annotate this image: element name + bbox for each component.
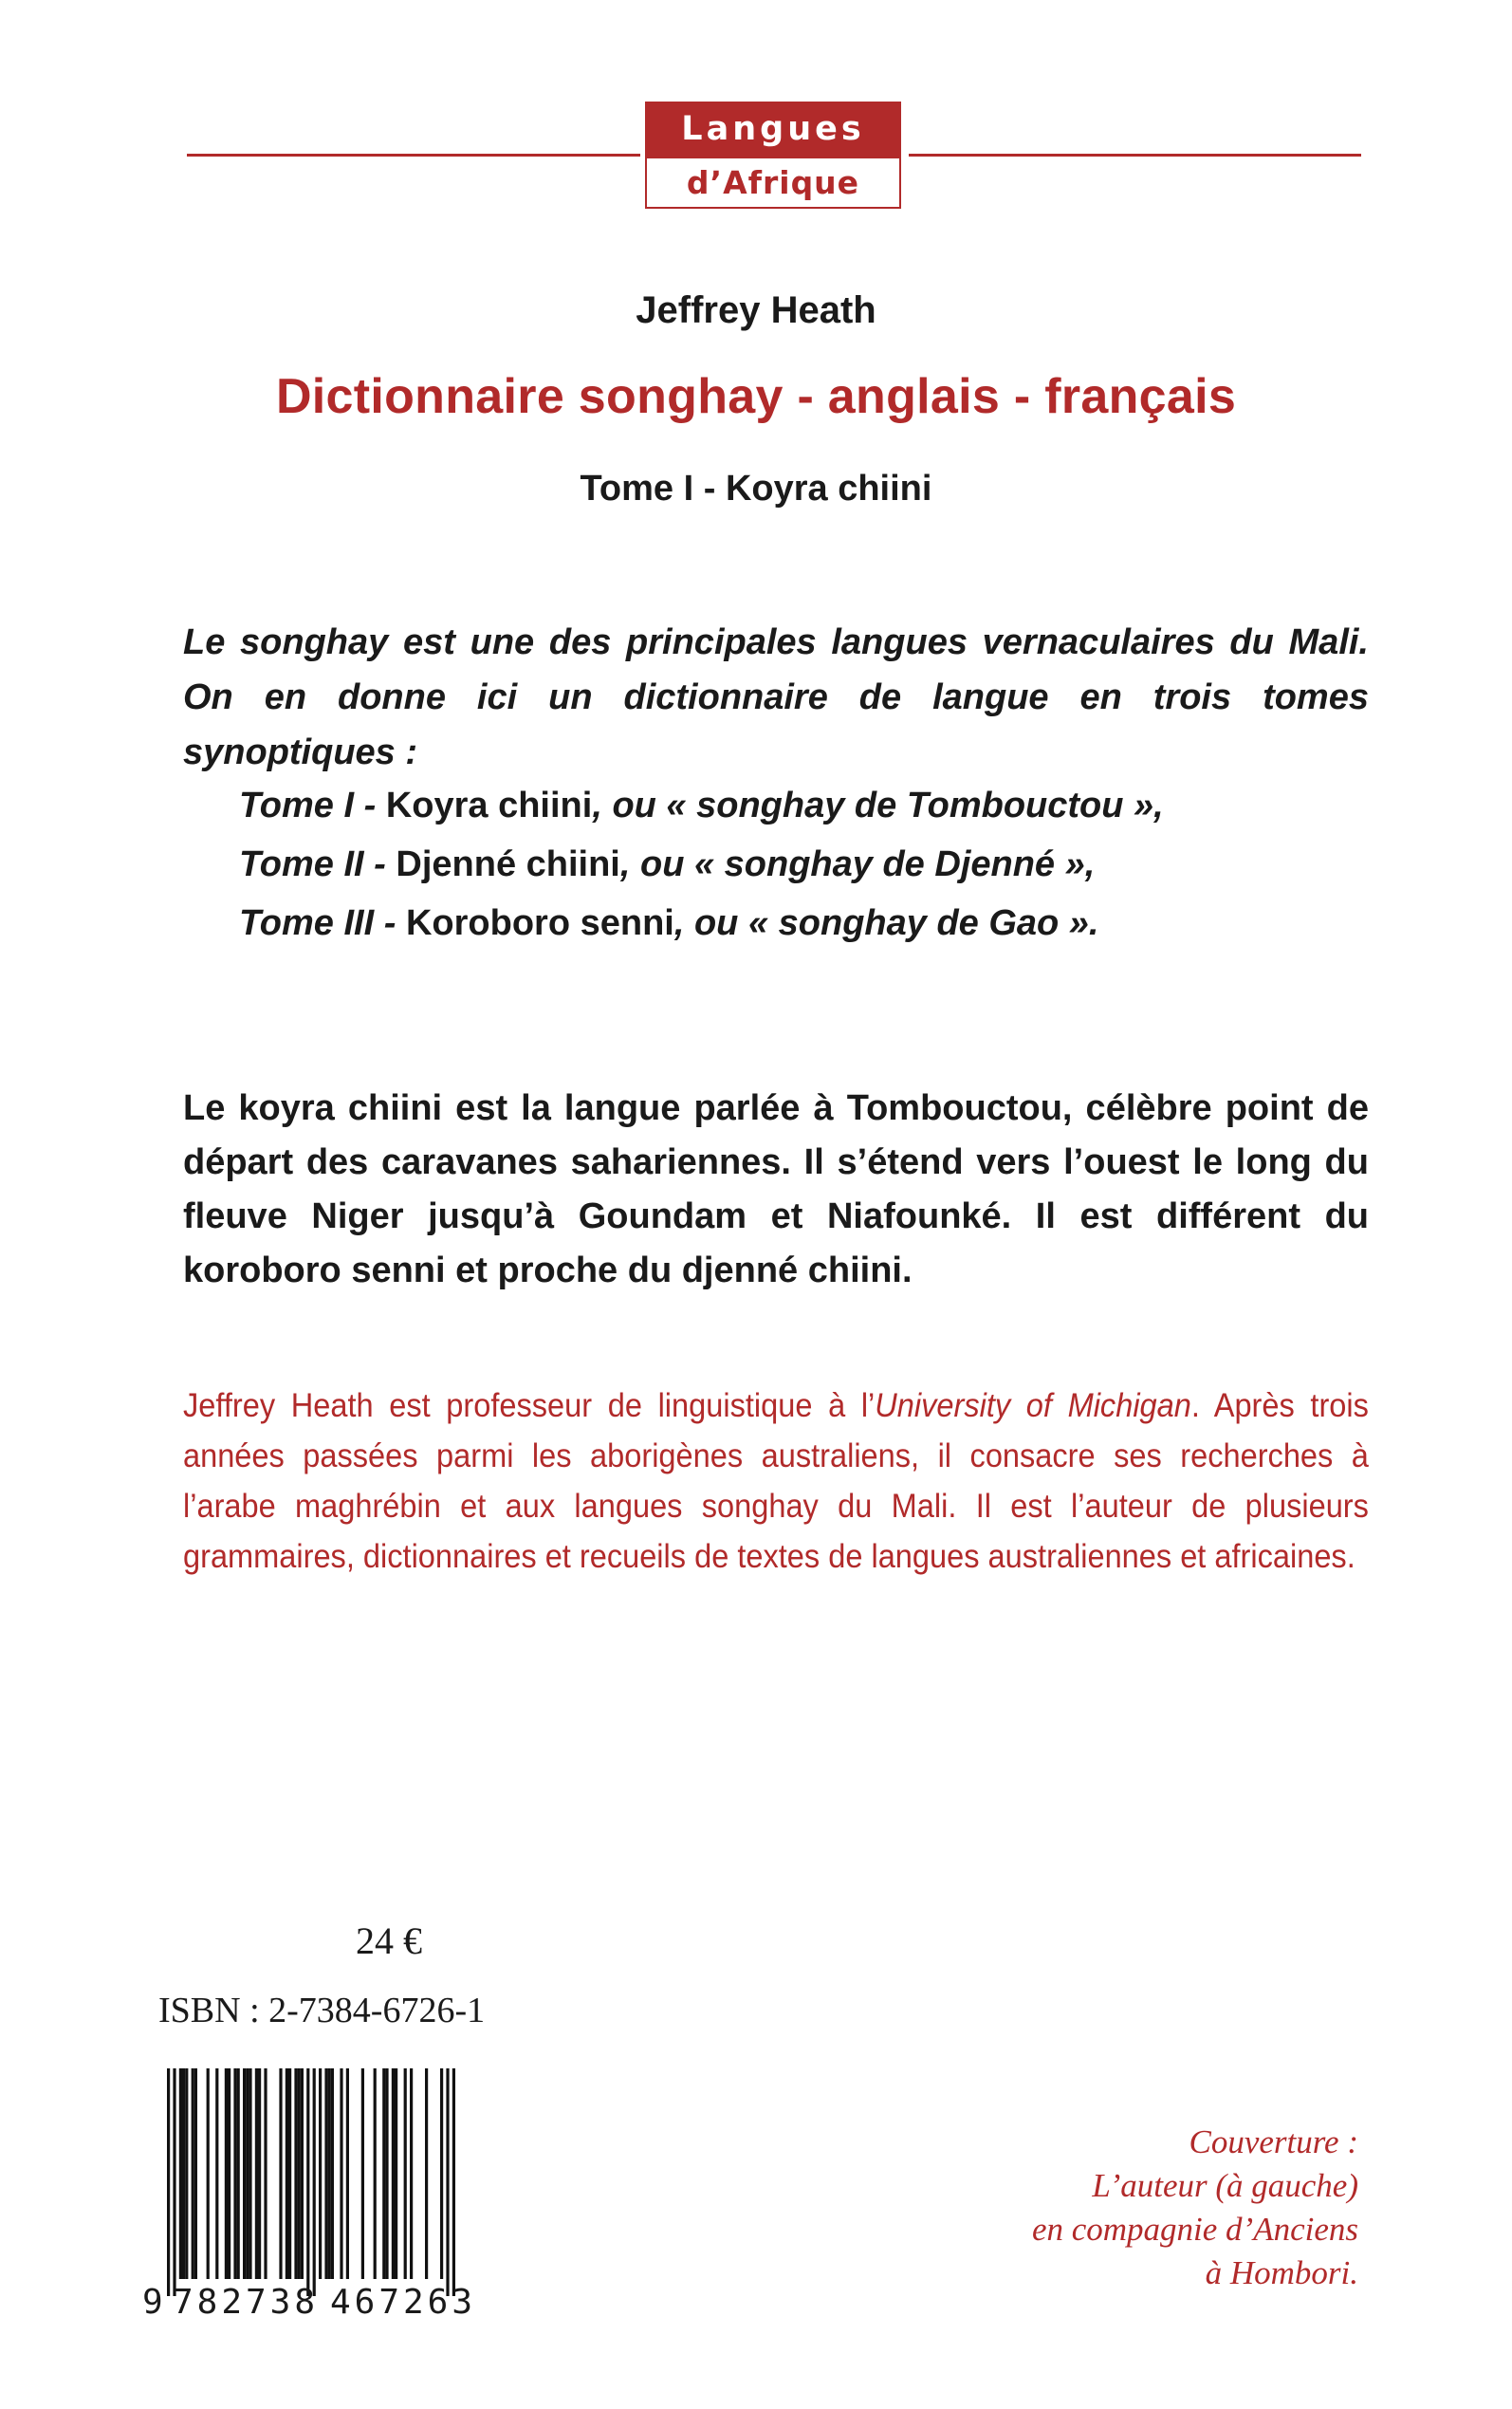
barcode-bar xyxy=(385,2068,388,2279)
barcode-bars xyxy=(167,2068,455,2296)
barcode-bar xyxy=(425,2068,428,2279)
barcode-bar xyxy=(298,2068,301,2279)
barcode-bar xyxy=(319,2068,322,2279)
barcode-bar xyxy=(264,2068,267,2279)
tome-label: Tome II - xyxy=(239,844,386,884)
bio-institution: University of Michigan xyxy=(875,1387,1191,1424)
tome-label: Tome I - xyxy=(239,786,377,825)
barcode-bar xyxy=(215,2068,218,2279)
barcode-bar xyxy=(279,2068,282,2279)
barcode-bar xyxy=(237,2068,240,2279)
barcode-bar xyxy=(361,2068,364,2279)
tome-item xyxy=(239,835,1330,894)
barcode-bar xyxy=(294,2068,297,2279)
price-label: 24 € xyxy=(356,1919,422,1962)
volume-title: Tome I - Koyra chiini xyxy=(580,469,932,509)
barcode-bar xyxy=(228,2068,230,2279)
barcode-bar xyxy=(395,2068,397,2279)
tomes-list xyxy=(239,776,1330,953)
barcode-bar xyxy=(286,2068,288,2279)
barcode-bar xyxy=(225,2068,228,2279)
barcode-bar xyxy=(328,2068,331,2279)
caption-line: Couverture : xyxy=(1189,2123,1358,2160)
barcode-bar xyxy=(179,2068,182,2279)
barcode-bar xyxy=(207,2068,210,2279)
barcode-bar xyxy=(192,2068,194,2279)
description-text: Le koyra chiini est la langue parlée à Tombouctou, célèbre point de départ des caravanes sahariennes. Il s’étend vers l’ouest le long du fleuve Niger jusqu’à Goundam et Niafounké. Il est différent du koroboro senni et proche du djenné chiini. xyxy=(183,1088,1369,1290)
barcode-bar xyxy=(258,2068,261,2279)
barcode-guard-bar xyxy=(313,2068,316,2296)
barcode-bar xyxy=(346,2068,349,2279)
barcode-bar xyxy=(233,2068,236,2279)
barcode-bar xyxy=(374,2068,377,2279)
barcode-bar xyxy=(404,2068,407,2279)
barcode-right-digits: 467263 xyxy=(330,2283,472,2320)
tome-gloss: , ou « songhay de Tombouctou », xyxy=(592,786,1164,825)
caption-line: à Hombori. xyxy=(1205,2254,1358,2291)
tome-language: Koroboro senni xyxy=(396,903,674,943)
barcode-bar xyxy=(301,2068,304,2279)
barcode-guard-bar xyxy=(167,2068,170,2296)
bio-text-end: . Après trois années passées parmi les aborigènes australiens, il consacre ses recherches à l’arabe maghrébin et aux langues songhay du Mali. Il est l’auteur de plusieurs grammaires, dictionnaires et recueils de textes de langues australiennes et africaines. xyxy=(183,1387,1369,1575)
tome-language: Koyra chiini xyxy=(376,786,593,825)
tome-item xyxy=(239,894,1330,953)
tome-label: Tome III - xyxy=(239,903,396,943)
barcode-bar xyxy=(382,2068,385,2279)
series-logo-line1: Langues xyxy=(645,102,901,157)
isbn-label: ISBN : 2-7384-6726-1 xyxy=(158,1991,486,2030)
author-bio xyxy=(183,1381,1369,1582)
barcode-bar xyxy=(185,2068,188,2279)
tome-language: Djenné chiini xyxy=(385,844,620,884)
barcode-first-digit: 9 xyxy=(142,2283,163,2320)
header-rule-right xyxy=(909,154,1361,157)
book-title: Dictionnaire songhay - anglais - français xyxy=(275,369,1237,424)
tome-item xyxy=(239,776,1330,835)
barcode-bar xyxy=(182,2068,185,2279)
barcode-bar xyxy=(440,2068,443,2279)
series-logo xyxy=(645,102,901,209)
header-rule-left xyxy=(187,154,640,157)
barcode-guard-bar xyxy=(446,2068,449,2296)
bio-text-start: Jeffrey Heath est professeur de linguistique à l’ xyxy=(183,1387,876,1424)
barcode-left-digits: 782738 xyxy=(173,2283,315,2320)
barcode-bar xyxy=(331,2068,334,2279)
barcode-bar xyxy=(340,2068,342,2279)
tome-gloss: , ou « songhay de Djenné », xyxy=(619,844,1096,884)
intro-paragraph xyxy=(183,615,1369,780)
barcode xyxy=(140,2068,510,2320)
barcode-guard-bar xyxy=(306,2068,309,2296)
barcode-bar xyxy=(392,2068,395,2279)
barcode-bar xyxy=(243,2068,246,2279)
barcode-bar xyxy=(324,2068,327,2279)
intro-text: Le songhay est une des principales langues vernaculaires du Mali. On en donne ici un dictionnaire de langue en trois tomes synoptiques : xyxy=(183,622,1369,772)
tome-gloss: , ou « songhay de Gao ». xyxy=(673,903,1099,943)
cover-caption xyxy=(949,2121,1358,2295)
author-name: Jeffrey Heath xyxy=(636,289,876,331)
series-logo-line2: d’Afrique xyxy=(645,157,901,209)
barcode-guard-bar xyxy=(452,2068,455,2296)
barcode-bar xyxy=(194,2068,197,2279)
barcode-guard-bar xyxy=(173,2068,175,2296)
barcode-bar xyxy=(246,2068,249,2279)
barcode-bar xyxy=(249,2068,251,2279)
barcode-bar xyxy=(288,2068,291,2279)
barcode-bar xyxy=(255,2068,258,2279)
caption-line: en compagnie d’Anciens xyxy=(1031,2211,1358,2248)
barcode-bar xyxy=(410,2068,413,2279)
description-paragraph xyxy=(183,1082,1369,1298)
caption-line: L’auteur (à gauche) xyxy=(1092,2167,1358,2204)
